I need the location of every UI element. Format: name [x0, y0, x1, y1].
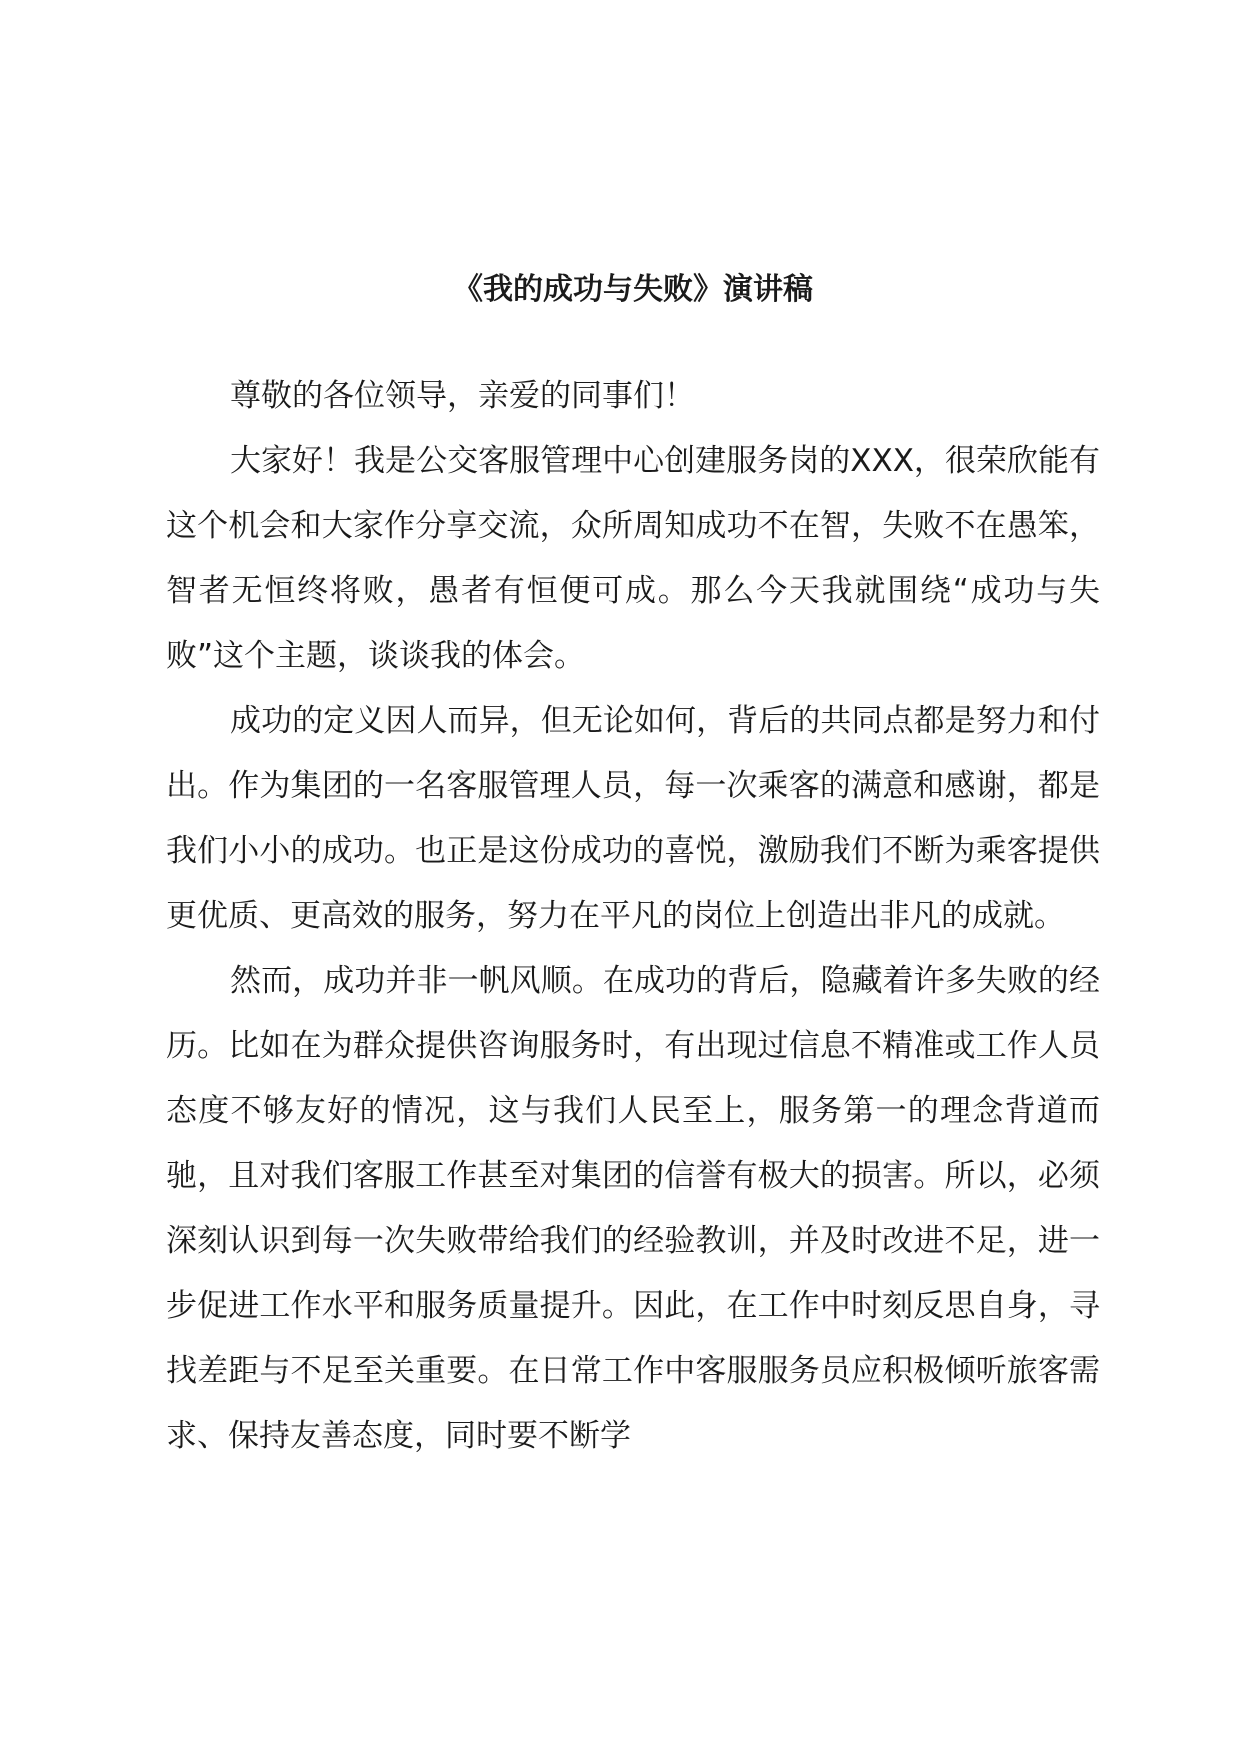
document-title: 《我的成功与失败》演讲稿	[453, 272, 813, 307]
document-body	[166, 270, 1100, 1469]
paragraph-introduction: 大家好！我是公交客服管理中心创建服务岗的XXX，很荣欣能有这个机会和大家作分享交流，众所周知成功不在智，失败不在愚笨，智者无恒终将败，愚者有恒便可成。那么今天我就围绕“成功与失败”这个主题，谈谈我的体会。	[166, 443, 1100, 674]
paragraph-success: 成功的定义因人而异，但无论如何，背后的共同点都是努力和付出。作为集团的一名客服管理人员，每一次乘客的满意和感谢，都是我们小小的成功。也正是这份成功的喜悦，激励我们不断为乘客提供更优质、更高效的服务，努力在平凡的岗位上创造出非凡的成就。	[166, 703, 1100, 934]
paragraph-greeting: 尊敬的各位领导，亲爱的同事们！	[230, 378, 695, 414]
paragraph-failure: 然而，成功并非一帆风顺。在成功的背后，隐藏着许多失败的经历。比如在为群众提供咨询服务时，有出现过信息不精准或工作人员态度不够友好的情况，这与我们人民至上，服务第一的理念背道而驰，且对我们客服工作甚至对集团的信誉有极大的损害。所以，必须深刻认识到每一次失败带给我们的经验教训，并及时改进不足，进一步促进工作水平和服务质量提升。因此，在工作中时刻反思自身，寻找差距与不足至关重要。在日常工作中客服服务员应积极倾听旅客需求、保持友善态度，同时要不断学	[166, 963, 1100, 1454]
